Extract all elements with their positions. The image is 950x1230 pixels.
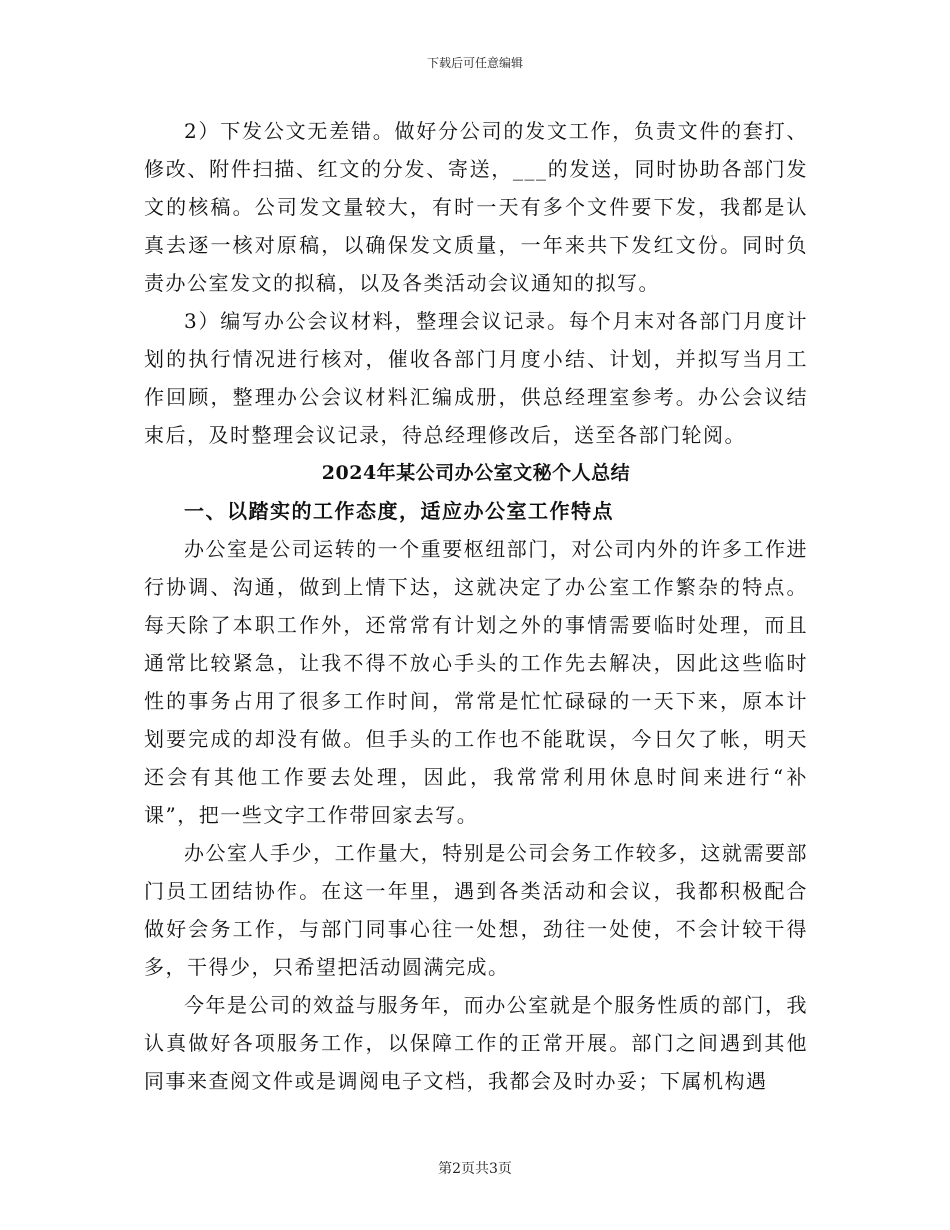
page-header: 下载后可任意编辑 (426, 56, 523, 70)
paragraph-service-year: 今年是公司的效益与服务年，而办公室就是个服务性质的部门，我认真做好各项服务工作，以保障工作的正常开展。部门之间遇到其他同事来查阅文件或是调阅电子文档，我都会及时办妥；下属机构遇 (144, 993, 808, 1093)
paragraph-office-role: 办公室是公司运转的一个重要枢纽部门，对公司内外的许多工作进行协调、沟通，做到上情下达，这就决定了办公室工作繁杂的特点。每天除了本职工作外，还常常有计划之外的事情需要临时处理，而且通常比较紧急，让我不得不放心手头的工作先去解决，因此这些临时性的事务占用了很多工作时间，常常是忙忙碌碌的一天下来，原本计划要完成的却没有做。但手头的工作也不能耽误，今日欠了帐，明天还会有其他工作要去处理，因此，我常常利用休息时间来进行“补课”，把一些文字工作带回家去写。 (144, 537, 808, 827)
document-body (144, 112, 808, 1100)
paragraph-issue-documents: 2）下发公文无差错。做好分公司的发文工作，负责文件的套打、修改、附件扫描、红文的分发、寄送，___的发送，同时协助各部门发文的核稿。公司发文量较大，有时一天有多个文件要下发，我都是认真去逐一核对原稿，以确保发文质量，一年来共下发红文份。同时负责办公室发文的拟稿，以及各类活动会议通知的拟写。 (144, 119, 808, 295)
paragraph-teamwork: 办公室人手少，工作量大，特别是公司会务工作较多，这就需要部门员工团结协作。在这一年里，遇到各类活动和会议，我都积极配合做好会务工作，与部门同事心往一处想，劲往一处使，不会计较干得多，干得少，只希望把活动圆满完成。 (144, 841, 808, 979)
page-footer: 第2页共3页 (438, 1161, 512, 1177)
paragraph-meeting-materials: 3）编写办公会议材料，整理会议记录。每个月末对各部门月度计划的执行情况进行核对，催收各部门月度小结、计划，并拟写当月工作回顾，整理办公会议材料汇编成册，供总经理室参考。办公会议结束后，及时整理会议记录，待总经理修改后，送至各部门轮阅。 (144, 309, 808, 447)
document-title: 2024年某公司办公室文秘个人总结 (321, 462, 631, 484)
section-heading-1: 一、以踏实的工作态度，适应办公室工作特点 (184, 499, 614, 523)
